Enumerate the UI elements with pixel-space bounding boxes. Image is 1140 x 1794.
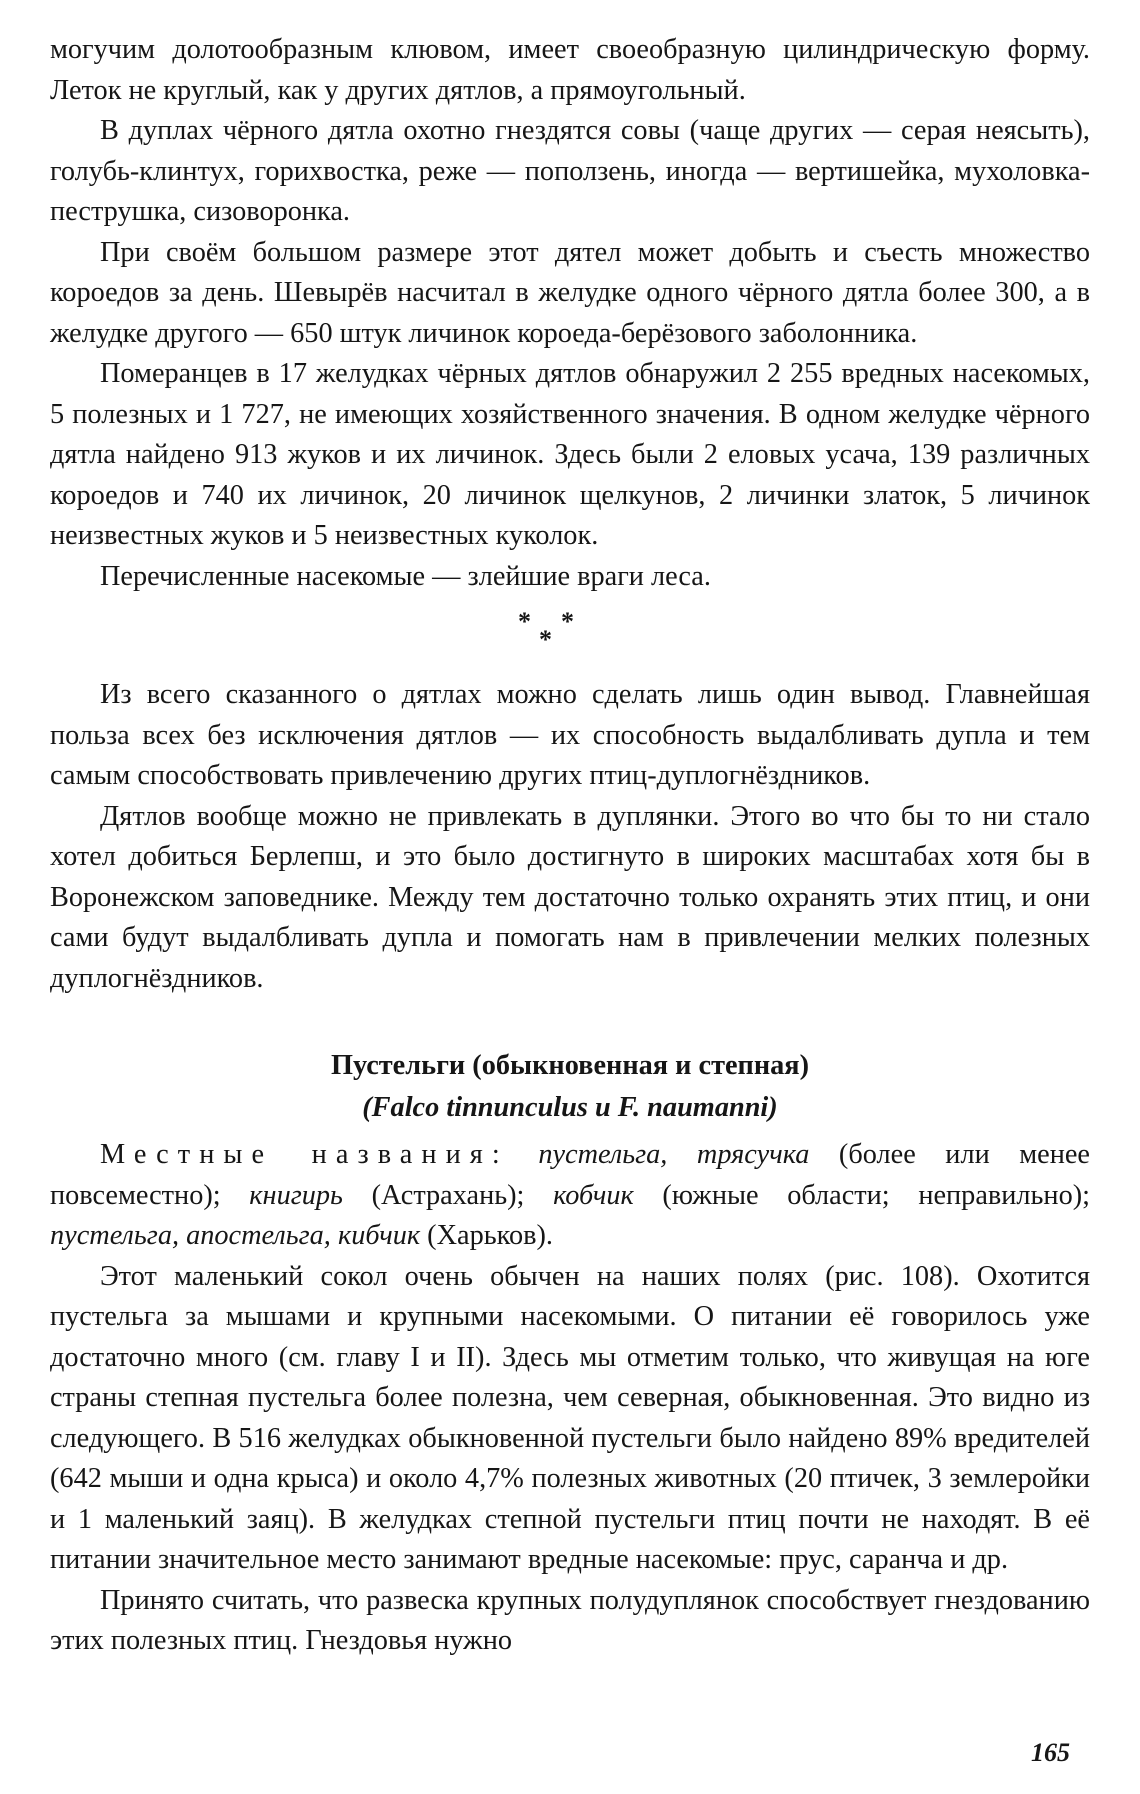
asterisk: * — [518, 607, 531, 636]
section-heading — [50, 1045, 1090, 1129]
local-name-note: (южные области; неправильно); — [633, 1179, 1090, 1211]
paragraph: Принято считать, что развеска крупных полудуплянок способствует гнездованию этих полезных птиц. Гнездовья нужно — [50, 1584, 1090, 1656]
asterisk: * — [561, 607, 574, 636]
paragraph: При своём большом размере этот дятел может добыть и съесть множество короедов за день. Шевырёв насчитал в желудке одного чёрного дятла более 300, а в желудке другого — 650 штук личинок короеда-берёзового заболонника. — [50, 236, 1090, 349]
local-names-paragraph — [50, 1135, 1090, 1257]
section-heading-latin: (Falco tinnunculus и F. naumanni) — [362, 1092, 778, 1123]
local-name: кобчик — [553, 1179, 634, 1211]
local-name-note: (Харьков). — [420, 1220, 553, 1251]
section-separator — [50, 597, 1090, 675]
local-name: пустельга, трясучка — [538, 1139, 810, 1170]
paragraph: Перечисленные насекомые — злейшие враги леса. — [100, 560, 711, 592]
paragraph: могучим долотообразным клювом, имеет своеобразную цилиндрическую форму. Леток не круглый, как у других дятлов, а прямоугольный. — [50, 34, 1090, 106]
local-name: пустельга, апостельга, кибчик — [50, 1220, 421, 1251]
local-name: книгирь — [249, 1179, 343, 1211]
paragraph: Дятлов вообще можно не привлекать в дуплянки. Этого во что бы то ни стало хотел добиться Берлепш, и это было достигнуто в широких масштабах хотя бы в Воронежском заповеднике. Между тем достаточно только охранять этих птиц, и они сами будут выдалбливать дупла и помогать нам в привлечении мелких полезных дуплогнёздников. — [50, 800, 1090, 994]
local-name-note: (более или менее повсеместно); — [50, 1139, 1090, 1211]
section-heading-title: Пустельги (обыкновенная и степная) — [330, 1050, 810, 1081]
paragraph: В дуплах чёрного дятла охотно гнездятся совы (чаще других — серая неясыть), голубь-клинтух, горихвостка, реже — поползень, иногда — вертишейка, мухоловка-пеструшка, сизоворонка. — [50, 115, 1090, 227]
local-name-note: (Астрахань); — [342, 1179, 554, 1211]
paragraph: Этот маленький сокол очень обычен на наших полях (рис. 108). Охотится пустельга за мышами и крупными насекомыми. О питании её говорилось уже достаточно много (см. главу I и II). Здесь мы отметим только, что живущая на юге страны степная пустельга более полезна, чем северная, обыкновенная. Это видно из следующего. В 516 желудках обыкновенной пустельги было найдено 89% вредителей (642 мыши и одна крыса) и около 4,7% полезных животных (20 птичек, 3 землеройки и 1 маленький заяц). В желудках степной пустельги птиц почти не находят. В её питании значительное место занимают вредные насекомые: прус, саранча и др. — [50, 1260, 1090, 1575]
paragraph: Померанцев в 17 желудках чёрных дятлов обнаружил 2 255 вредных насекомых, 5 полезных и 1 727, не имеющих хозяйственного значения. В одном желудке чёрного дятла найдено 913 жуков и их личинок. Здесь были 2 еловых усача, 139 различных короедов и 740 их личинок, 20 личинок щелкунов, 2 личинки златок, 5 личинок неизвестных жуков и 5 неизвестных куколок. — [50, 358, 1090, 551]
page-number: 165 — [1031, 1738, 1070, 1767]
page-body — [50, 30, 1090, 1662]
local-names-label: Местные названия: — [100, 1139, 509, 1170]
asterisk: * — [539, 625, 552, 654]
paragraph: Из всего сказанного о дятлах можно сделать лишь один вывод. Главнейшая польза всех без исключения дятлов — их способность выдалбливать дупла и тем самым способствовать привлечению других птиц-дуплогнёздников. — [50, 679, 1090, 791]
